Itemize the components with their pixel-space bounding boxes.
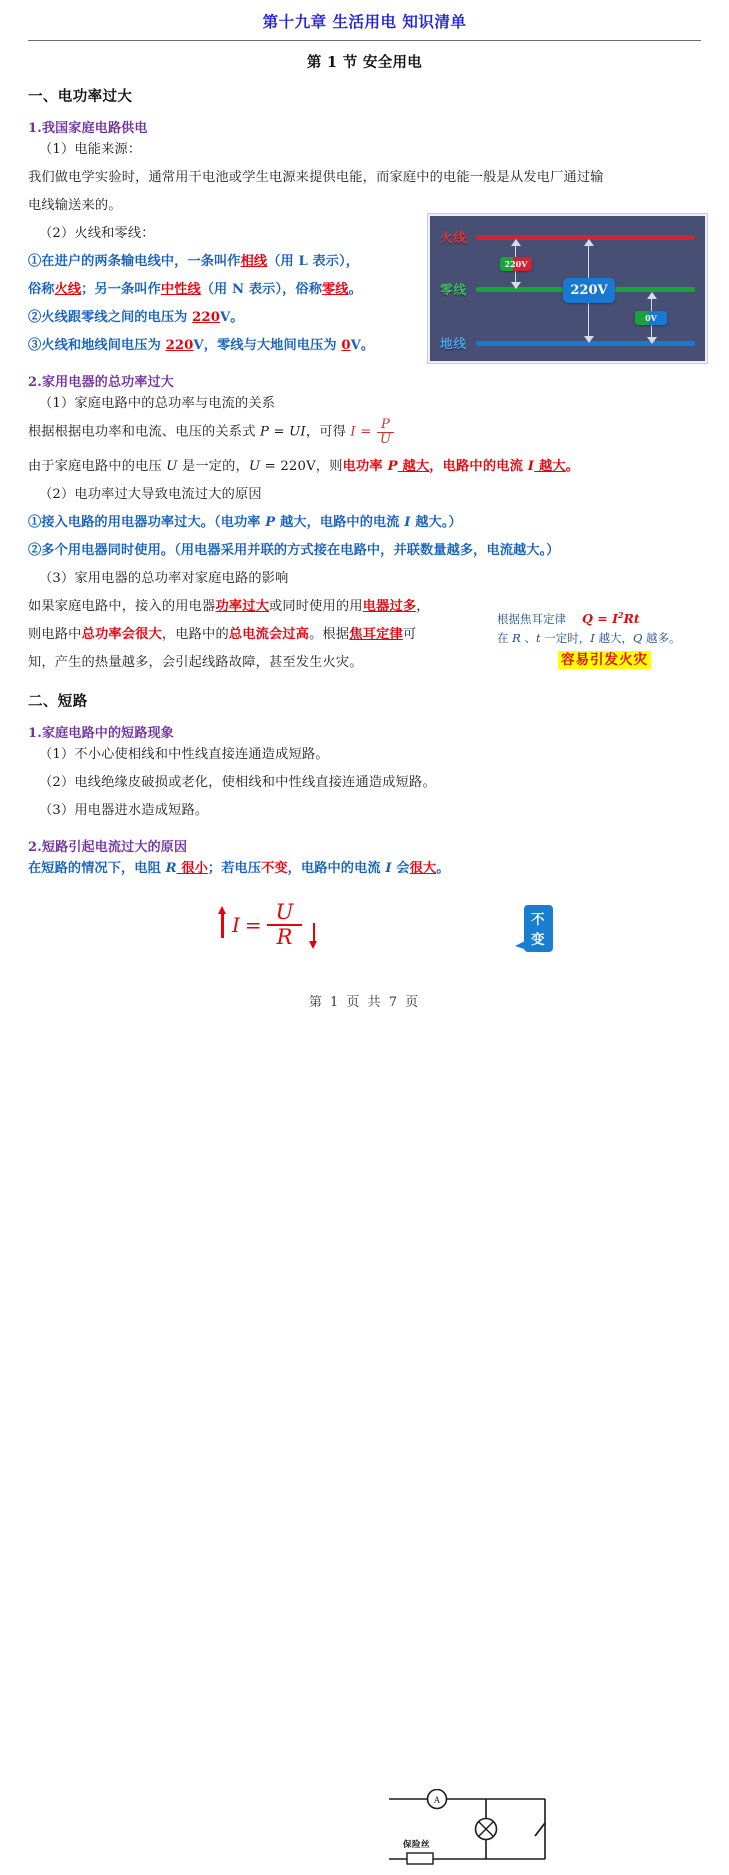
page-footer: 第 1 页 共 7 页 [308, 995, 421, 1010]
short-cause-d: 会 [391, 860, 410, 876]
item1-term-neutral: 中性线 [160, 282, 201, 298]
formula-p-equals-ui: P = UI [259, 424, 306, 440]
short-cause-b: ；若电压 [207, 860, 262, 876]
joule-note-line2 [497, 629, 712, 648]
formula-equals: = [355, 424, 376, 440]
diagram-label-neutral: 零线 [440, 282, 468, 297]
label-power-current-relation: （1）家庭电路中的总功率与电流的关系 [39, 396, 276, 412]
joule-symbol-Q: Q [632, 631, 643, 646]
fraction-numerator-p: P [380, 417, 391, 433]
item1-term-zero: 零线 [322, 282, 349, 298]
conclusion-red-4: 越大 [534, 458, 566, 474]
diagram-label-live: 火线 [440, 230, 468, 245]
text-energy-source-line2: 电线输送来的。 [28, 198, 122, 214]
text-short-2: （2）电线绝缘皮破损或老化，使相线和中性线直接连通造成短路。 [39, 774, 436, 790]
badge-neutral-earth-voltage: 0V [635, 311, 667, 325]
fuse-label: 保险丝 [403, 1840, 431, 1850]
label-energy-source: （1）电能来源： [39, 142, 142, 158]
text-short-3: （3）用电器进水造成短路。 [39, 802, 209, 818]
text-short-1: （1）不小心使相线和中性线直接连通造成短路。 [39, 746, 329, 762]
effect1-red-1: 功率过大 [215, 598, 269, 614]
section-title: 第 1 节 安全用电 [306, 54, 423, 72]
effect2-part-a: 则电路中 [28, 626, 82, 642]
down-arrow-icon [309, 919, 318, 947]
short-symbol-R: R [165, 860, 177, 876]
conclusion-part-c: = 220V，则 [260, 458, 343, 474]
diagram-label-earth: 地线 [440, 336, 468, 351]
cause1-symbol-I: I [404, 514, 411, 530]
short-cause-c: ，电路中的电流 [287, 860, 386, 876]
joule-formula-rt: Rt [623, 611, 640, 627]
joule-formula [582, 611, 640, 626]
joule-l2-e: 越多。 [642, 631, 681, 646]
heading-short-circuit: 二、短路 [28, 692, 88, 710]
joule-formula-q: Q [582, 611, 593, 627]
text-cause-1 [28, 509, 701, 537]
wire-voltage-diagram [428, 214, 707, 363]
page-title: 第十九章 生活用电 知识清单 [262, 12, 467, 31]
text-cause-2: ②多个用电器同时使用。（用电器采用并联的方式接在电路中，并联数量越多，电流越大。） [28, 542, 560, 558]
ohm-numerator-u: U [275, 900, 294, 924]
joule-formula-exponent: 2 [617, 610, 624, 620]
ohm-symbol-I: I [232, 912, 240, 937]
conclusion-part-d: ， [429, 458, 443, 474]
text-effect-line3: 知，产生的热量越多，会引起线路故障，甚至发生火灾。 [28, 654, 363, 670]
effect2-red-1: 总功率会很大 [81, 626, 162, 642]
heading-power-excess: 一、电功率过大 [28, 88, 133, 106]
item1-part-h: （用 N 表示），俗称 [200, 282, 323, 298]
formula-i-symbol: I [350, 424, 356, 440]
conclusion-part-b: 是一定的， [177, 458, 249, 474]
item2-part-a: ②火线跟零线之间的电压为 [28, 310, 193, 326]
cause1-part-c: 越大。） [410, 514, 462, 530]
joule-formula-i: I [612, 611, 618, 627]
cause1-symbol-P: P [265, 514, 276, 530]
effect2-red-joule-law: 焦耳定律 [349, 626, 403, 642]
joule-note-label: 根据焦耳定律 [497, 612, 566, 627]
text-short-cause [28, 855, 701, 883]
fraction-denominator-u: U [377, 432, 394, 447]
item2-value: 220 [192, 310, 220, 326]
title-divider [28, 40, 701, 41]
conclusion-red-1: 电功率 [342, 458, 388, 474]
joule-note-highlight-row [497, 651, 712, 670]
cause1-part-a: ①接入电路的用电器功率过大。（电功率 [28, 514, 266, 530]
effect1-part-c: ， [416, 598, 430, 614]
short-symbol-I: I [385, 860, 392, 876]
item3-part-b: V，零线与大地间电压为 [193, 338, 342, 354]
cause1-part-b: 越大，电路中的电流 [275, 514, 405, 530]
item1-part-f: ；另一条叫作 [81, 282, 161, 298]
short-red-1: 很小 [176, 860, 208, 876]
badge-live-neutral-voltage: 220V [500, 257, 532, 271]
effect1-red-2: 电器过多 [362, 598, 417, 614]
subheading-household-supply: 1.我国家庭电路供电 [28, 121, 148, 137]
subheading-short-cause: 2.短路引起电流过大的原因 [28, 839, 188, 855]
text-energy-source-line1: 我们做电学实验时，通常用干电池或学生电源来提供电能，而家庭中的电能一般是从发电厂通过输 [28, 170, 604, 186]
joule-l2-b: 、 [520, 631, 536, 646]
joule-l2-a: 在 [497, 631, 513, 646]
joule-l2-c: 一定时， [540, 631, 591, 646]
joule-symbol-t: t [535, 631, 541, 646]
symbol-I-red: I [527, 458, 535, 474]
effect2-red-2: 总电流会过高 [228, 626, 310, 642]
effect1-part-a: 如果家庭电路中，接入的用电器 [28, 598, 216, 614]
effect1-part-b: 或同时使用的用 [269, 598, 363, 614]
conclusion-part-e: 。 [565, 458, 580, 474]
circuit-svg [385, 1789, 571, 1871]
item3-value-2: 0 [341, 338, 351, 354]
symbol-U-2: U [248, 458, 261, 474]
item1-term-phase: 相线 [240, 254, 268, 270]
callout-unchanged: 不变 [524, 905, 553, 952]
ohm-denominator-r: R [267, 924, 303, 949]
fraction-p-over-u [377, 418, 394, 447]
item3-part-a: ③火线和地线间电压为 [28, 338, 166, 354]
effect2-part-d: 可 [402, 626, 417, 642]
symbol-P-red: P [387, 458, 398, 474]
conclusion-red-2: 越大 [397, 458, 430, 474]
joule-law-note [497, 606, 712, 670]
label-overcurrent-cause: （2）电功率过大导致电流过大的原因 [39, 486, 262, 502]
joule-symbol-R: R [512, 631, 521, 646]
conclusion-part-a: 由于家庭电路中的电压 [28, 458, 167, 474]
short-red-2: 不变 [261, 860, 288, 876]
fraction-u-over-r [267, 901, 303, 948]
relation-part-a: 根据根据电功率和电流、电压的关系式 [28, 424, 260, 440]
short-cause-e: 。 [436, 860, 450, 876]
text-relation-formula-line [28, 418, 701, 447]
text-voltage-conclusion [28, 453, 701, 481]
circuit-diagram [385, 1789, 571, 1871]
label-total-power-effect: （3）家用电器的总功率对家庭电路的影响 [39, 570, 289, 586]
symbol-U-1: U [166, 458, 178, 474]
subheading-short-phenomenon: 1.家庭电路中的短路现象 [28, 725, 174, 741]
item3-value-1: 220 [165, 338, 194, 354]
item3-part-c: V。 [350, 338, 375, 354]
svg-text:A: A [433, 1795, 441, 1805]
item1-part-d: 俗称 [28, 282, 55, 298]
item1-term-live: 火线 [54, 282, 82, 298]
relation-part-b: ，可得 [305, 424, 351, 440]
conclusion-red-3: 电路中的电流 [442, 458, 528, 474]
joule-l2-d: 越大， [594, 631, 633, 646]
joule-symbol-I: I [590, 631, 595, 646]
joule-formula-eq: = [592, 611, 613, 627]
label-live-neutral: （2）火线和零线： [39, 226, 155, 242]
up-arrow-icon [218, 908, 227, 942]
badge-live-earth-voltage: 220V [563, 278, 615, 303]
effect2-part-c: 。根据 [309, 626, 350, 642]
item1-part-a: ①在进户的两条输电线中，一条叫作 [28, 254, 241, 270]
short-cause-a: 在短路的情况下，电阻 [28, 860, 166, 876]
effect2-part-b: ，电路中的 [161, 626, 229, 642]
ohm-equals: = [244, 912, 262, 937]
item2-part-b: V。 [219, 310, 244, 326]
item1-part-j: 。 [348, 282, 362, 298]
short-red-3: 很大 [409, 860, 437, 876]
highlight-fire-warning: 容易引发火灾 [558, 651, 651, 669]
joule-note-line1 [497, 606, 712, 629]
ohms-law-illustration [218, 900, 546, 949]
subheading-total-power: 2.家用电器的总功率过大 [28, 375, 174, 391]
item1-part-c: （用 L 表示）， [267, 254, 360, 270]
